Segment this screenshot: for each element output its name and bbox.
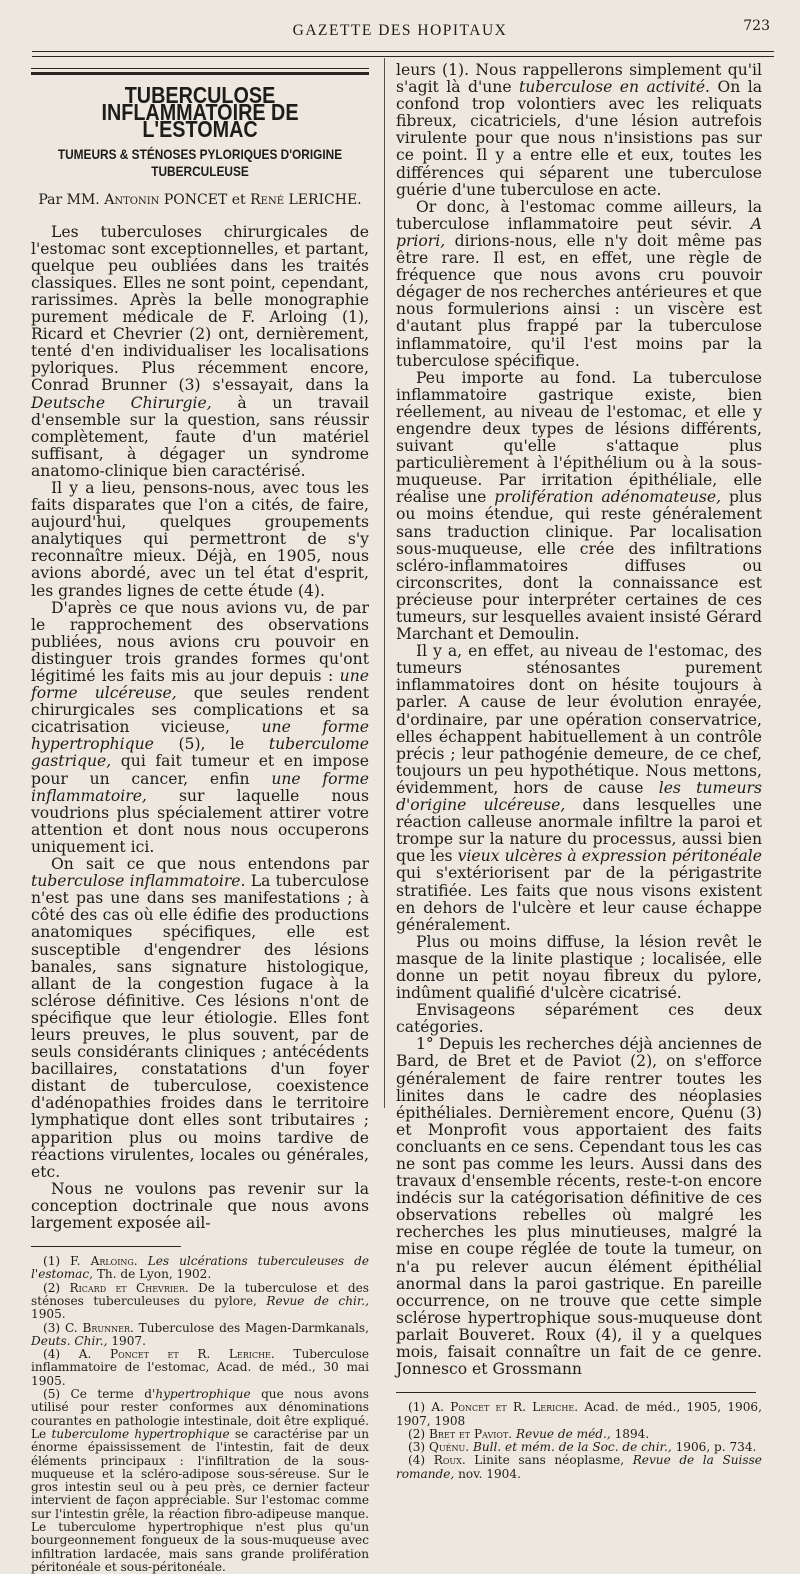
paragraph: Peu importe au fond. La tuberculose inflammatoire gastrique existe, bien réellement, au niveau de l'estomac, et elle y engendre deux types de lésions différents, suivant qu'elle s'attaque plus particulièrement à l'épithélium ou à la sous-muqueuse. Par irritation épithéliale, elle réalise une prolifération adénomateuse, plus ou moins étendue, qui reste généralement sans traduction clinique. Par localisation sous-muqueuse, elle crée des infiltrations scléro-inflammatoires diffuses ou circonscrites, dont la connaissance est précieuse pour interpréter certaines de ces tumeurs, sur lesquelles avaient insisté Gérard Marchant et Demoulin. bbox=[396, 368, 762, 644]
footnotes-right bbox=[396, 1401, 762, 1481]
author2-last: LERICHE. bbox=[288, 192, 362, 209]
paragraph: leurs (1). Nous rappellerons simplement qu'il s'agit là d'une tuberculose en activité. On la confond trop volontiers avec les reliquats fibreux, cicatriciels, d'une lésion autrefois virulente pour que nous n'insistions pas sur ce point. Il y a entre elle et eux, toutes les différences qui séparent une tuberculose guérie d'une tuberculose en acte. bbox=[396, 61, 762, 199]
paragraph: Les tuberculoses chirurgicales de l'estomac sont exceptionnelles, et partant, quelque peu oubliées dans les traités classiques. Elles ne sont point, cependant, rarissimes. Après la belle monographie purement médicale de F. Arloing (1), Ricard et Chevrier (2) ont, dernièrement, tenté d'en individualiser les localisations pyloriques. Plus récemment encore, Conrad Brunner (3) s'essayait, dans la Deutsche Chirurgie, à un travail d'ensemble sur la question, sans réussir complètement, faute d'un matériel suffisant, à dégager un syndrome anatomo-clinique bien caractérisé. bbox=[31, 222, 369, 480]
title-rule bbox=[31, 68, 369, 69]
column-divider bbox=[384, 58, 385, 1108]
right-column bbox=[396, 62, 762, 1481]
author1-last: PONCET bbox=[163, 192, 228, 209]
paragraph: 1° Depuis les recherches déjà anciennes de Bard, de Bret et de Paviot (2), on s'efforce généralement de faire rentrer toutes les linites dans le cadre des néoplasies épithéliales. Dernièrement encore, Quénu (3) et Monprofit vous apportaient des faits concluants en ce sens. Cependant tous les cas ne sont pas comme les leurs. Aussi dans des travaux d'ensemble récents, reste-t-on encore indécis sur la catégorisation définitive de ces observations rebelles où malgré les recherches les plus minutieuses, malgré la mise en coupe réglée de toute la tumeur, on n'a pu relever aucun élément épithélial anormal dans la paroi gastrique. En pareille occurrence, on ne trouve que cette simple sclérose hypertrophique sous-muqueuse dont parlait Bouveret. Roux (4), il y a quelques mois, faisait connaître un fait de ce genre. Jonnesco et Grossmann bbox=[396, 1035, 762, 1379]
paragraph: Il y a lieu, pensons-nous, avec tous les faits disparates que l'on a cités, de faire, aujourd'hui, quelques groupements analytiques qui permettront de s'y reconnaître mieux. Déjà, en 1905, nous avions abordé, avec un tel état d'esprit, les grandes lignes de cette étude (4). bbox=[31, 478, 369, 600]
footnote-rule bbox=[31, 1246, 181, 1247]
footnote: (2) Bret et Paviot. Revue de méd., 1894. bbox=[408, 1426, 650, 1441]
title-rule-thick bbox=[31, 72, 369, 75]
footnote: (5) Ce terme d'hypertrophique que nous avons utilisé pour rester conformes aux dénominations courantes en pathologie intestinale, doit être expliqué. Le tuberculome hypertrophique se caractérise par un énorme épaississement de l'intestin, fait de deux éléments principaux : l'infiltration de la sous-muqueuse et la scléro-adipose sous-séreuse. Sur le gros intestin seul ou à peu près, ce dernier facteur intervient de façon appréciable. Sur l'estomac comme sur l'intestin grêle, la réaction fibro-adipeuse manque. Le tuberculome hypertrophique n'est plus qu'un bourgeonnement fongueux de la sous-muqueuse avec infiltration lardacée, mais sans grande prolifération péritonéale et sous-péritonéale. bbox=[31, 1387, 369, 1574]
byline-prefix: Par MM. bbox=[38, 192, 100, 209]
footnote: (4) A. Poncet et R. Leriche. Tuberculose inflammatoire de l'estomac, Acad. de méd., 30 mai 1905. bbox=[31, 1347, 369, 1388]
left-column bbox=[31, 62, 369, 1574]
header-rule-thin bbox=[32, 56, 774, 57]
paragraph: Nous ne voulons pas revenir sur la conception doctrinale que nous avons largement exposée ail- bbox=[31, 1179, 369, 1232]
paragraph: Il y a, en effet, au niveau de l'estomac, des tumeurs sténosantes purement inflammatoires dont on hésite toujours à parler. A cause de leur évolution enrayée, d'ordinaire, par une opération conservatrice, elles échappent habituellement à un contrôle précis ; leur pathogénie demeure, de ce chef, toujours un peu hypothétique. Nous mettons, évidemment, hors de cause les tumeurs d'origine ulcéreuse, dans lesquelles une réaction calleuse anormale infiltre la paroi et trompe sur la nature du processus, aussi bien que les vieux ulcères à expression péritonéale qui s'extériorisent par de la périgastrite stratifiée. Les faits que nous visons existent en dehors de l'ulcère et leur cause échappe généralement. bbox=[396, 642, 762, 934]
paragraph: Or donc, à l'estomac comme ailleurs, la tuberculose inflammatoire peut sévir. A priori, dirions-nous, elle n'y doit même pas être rare. Il est, en effet, une règle de fréquence que nous avons cru pouvoir dégager de nos recherches antérieures et que nous formulerions ainsi : un viscère est d'autant plus frappé par la tuberculose inflammatoire, qu'il l'est moins par la tuberculose spécifique. bbox=[396, 197, 762, 370]
page-number: 723 bbox=[743, 18, 770, 34]
footnote: (1) A. Poncet et R. Leriche. Acad. de méd., 1905, 1906, 1907, 1908 bbox=[396, 1400, 762, 1428]
author1-first: Antonin bbox=[104, 192, 160, 209]
article-subtitle: TUMEURS & STÉNOSES PYLORIQUES D'ORIGINE TUBERCULEUSE bbox=[57, 147, 343, 180]
byline bbox=[31, 192, 369, 209]
paragraph: On sait ce que nous entendons par tuberculose inflammatoire. La tuberculose n'est pas une dans ses manifestations ; à côté des cas où elle édifie des productions anatomiques spécifiques, elle est susceptible d'engendrer des lésions banales, sans signature histologique, allant de la congestion fugace à la sclérose définitive. Ces lésions n'ont de spécifique que leur étiologie. Elles font leurs preuves, le plus souvent, par de seuls considérants cliniques ; antécédents bacillaires, constatations d'un foyer distant de tuberculose, coexistence d'adénopathies froides dans le territoire lymphatique dont elles sont tributaires ; apparition plus ou moins tardive de réactions virulentes, locales ou générales, etc. bbox=[31, 855, 369, 1181]
author2-first: René bbox=[250, 192, 284, 209]
footnote: (4) Roux. Linite sans néoplasme, Revue de la Suisse romande, nov. 1904. bbox=[396, 1453, 762, 1481]
footnotes-left bbox=[31, 1255, 369, 1574]
journal-title: GAZETTE DES HOPITAUX bbox=[292, 22, 508, 39]
footnote-rule bbox=[396, 1392, 756, 1393]
footnote: (3) C. Brunner. Tuberculose des Magen-Darmkanals, Deuts. Chir., 1907. bbox=[31, 1320, 369, 1348]
footnote: (2) Ricard et Chevrier. De la tuberculose et des sténoses tuberculeuses du pylore, Revue de chir., 1905. bbox=[31, 1280, 369, 1322]
byline-and: et bbox=[231, 192, 246, 209]
paragraph: Plus ou moins diffuse, la lésion revêt le masque de la linite plastique ; localisée, elle donne un petit noyau fibreux du pylore, indûment qualifié d'ulcère cicatrisé. bbox=[396, 932, 762, 1003]
running-head bbox=[30, 18, 770, 46]
footnote: (3) Quénu. Bull. et mém. de la Soc. de chir., 1906, p. 734. bbox=[408, 1440, 757, 1455]
footnote: (1) F. Arloing. Les ulcérations tuberculeuses de l'estomac, Th. de Lyon, 1902. bbox=[31, 1254, 370, 1282]
paragraph: D'après ce que nous avions vu, de par le rapprochement des observations publiées, nous avions cru pouvoir en distinguer trois grandes formes qu'ont légitimé les faits mis au jour depuis : une forme ulcéreuse, que seules rendent chirurgicales ses complications et sa cicatrisation vicieuse, une forme hypertrophique (5), le tuberculome gastrique, qui fait tumeur et en impose pour un cancer, enfin une forme inflammatoire, sur laquelle nous voudrions plus spécialement attirer votre attention et dont nous nous occuperons uniquement ici. bbox=[31, 598, 369, 856]
header-rule bbox=[32, 51, 774, 52]
paragraph: Envisageons séparément ces deux catégories. bbox=[396, 1001, 762, 1037]
article-title: TUBERCULOSE INFLAMMATOIRE DE L'ESTOMAC bbox=[101, 82, 299, 143]
